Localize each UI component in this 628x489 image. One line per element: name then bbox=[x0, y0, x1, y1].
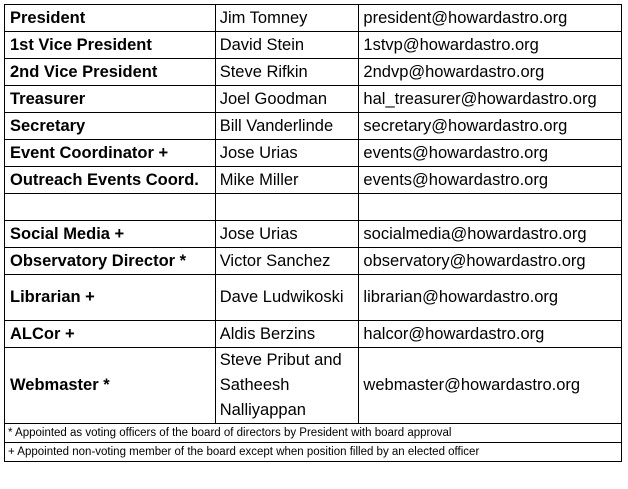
position-cell: Treasurer bbox=[5, 86, 216, 113]
email-cell: president@howardastro.org bbox=[359, 5, 622, 32]
table-row bbox=[5, 32, 622, 59]
email-cell: observatory@howardastro.org bbox=[359, 248, 622, 275]
nonvoting-footnote: + Appointed non-voting member of the board except when position filled by an elected officer bbox=[5, 443, 622, 462]
name-cell: Steve Pribut and Satheesh Nalliyappan bbox=[215, 348, 359, 424]
name-cell bbox=[215, 194, 359, 221]
position-cell: Observatory Director * bbox=[5, 248, 216, 275]
name-cell: Steve Rifkin bbox=[215, 59, 359, 86]
name-cell: Victor Sanchez bbox=[215, 248, 359, 275]
table-row bbox=[5, 321, 622, 348]
position-cell: 2nd Vice President bbox=[5, 59, 216, 86]
position-cell bbox=[5, 194, 216, 221]
position-cell: Outreach Events Coord. bbox=[5, 167, 216, 194]
footnote-row bbox=[5, 424, 622, 443]
email-cell: halcor@howardastro.org bbox=[359, 321, 622, 348]
email-cell: secretary@howardastro.org bbox=[359, 113, 622, 140]
voting-footnote: * Appointed as voting officers of the board of directors by President with board approval bbox=[5, 424, 622, 443]
position-cell: Secretary bbox=[5, 113, 216, 140]
name-cell: David Stein bbox=[215, 32, 359, 59]
name-cell: Dave Ludwikoski bbox=[215, 275, 359, 321]
email-cell: 1stvp@howardastro.org bbox=[359, 32, 622, 59]
name-cell: Jim Tomney bbox=[215, 5, 359, 32]
name-cell: Aldis Berzins bbox=[215, 321, 359, 348]
position-cell: ALCor + bbox=[5, 321, 216, 348]
table-row bbox=[5, 113, 622, 140]
footnote-row bbox=[5, 443, 622, 462]
email-cell: socialmedia@howardastro.org bbox=[359, 221, 622, 248]
email-cell: events@howardastro.org bbox=[359, 167, 622, 194]
table-row bbox=[5, 248, 622, 275]
email-cell: events@howardastro.org bbox=[359, 140, 622, 167]
position-cell: Librarian + bbox=[5, 275, 216, 321]
name-cell: Joel Goodman bbox=[215, 86, 359, 113]
name-cell: Jose Urias bbox=[215, 221, 359, 248]
email-cell: 2ndvp@howardastro.org bbox=[359, 59, 622, 86]
name-cell: Mike Miller bbox=[215, 167, 359, 194]
table-row bbox=[5, 59, 622, 86]
table-row bbox=[5, 221, 622, 248]
position-cell: 1st Vice President bbox=[5, 32, 216, 59]
table-row bbox=[5, 140, 622, 167]
table-row bbox=[5, 275, 622, 321]
position-cell: President bbox=[5, 5, 216, 32]
email-cell: hal_treasurer@howardastro.org bbox=[359, 86, 622, 113]
table-row bbox=[5, 5, 622, 32]
position-cell: Webmaster * bbox=[5, 348, 216, 424]
name-cell: Jose Urias bbox=[215, 140, 359, 167]
table-row bbox=[5, 86, 622, 113]
email-cell bbox=[359, 194, 622, 221]
name-cell: Bill Vanderlinde bbox=[215, 113, 359, 140]
table-row bbox=[5, 348, 622, 424]
email-cell: webmaster@howardastro.org bbox=[359, 348, 622, 424]
empty-table-row bbox=[5, 194, 622, 221]
table-row bbox=[5, 167, 622, 194]
officers-table bbox=[4, 4, 622, 462]
email-cell: librarian@howardastro.org bbox=[359, 275, 622, 321]
position-cell: Event Coordinator + bbox=[5, 140, 216, 167]
position-cell: Social Media + bbox=[5, 221, 216, 248]
